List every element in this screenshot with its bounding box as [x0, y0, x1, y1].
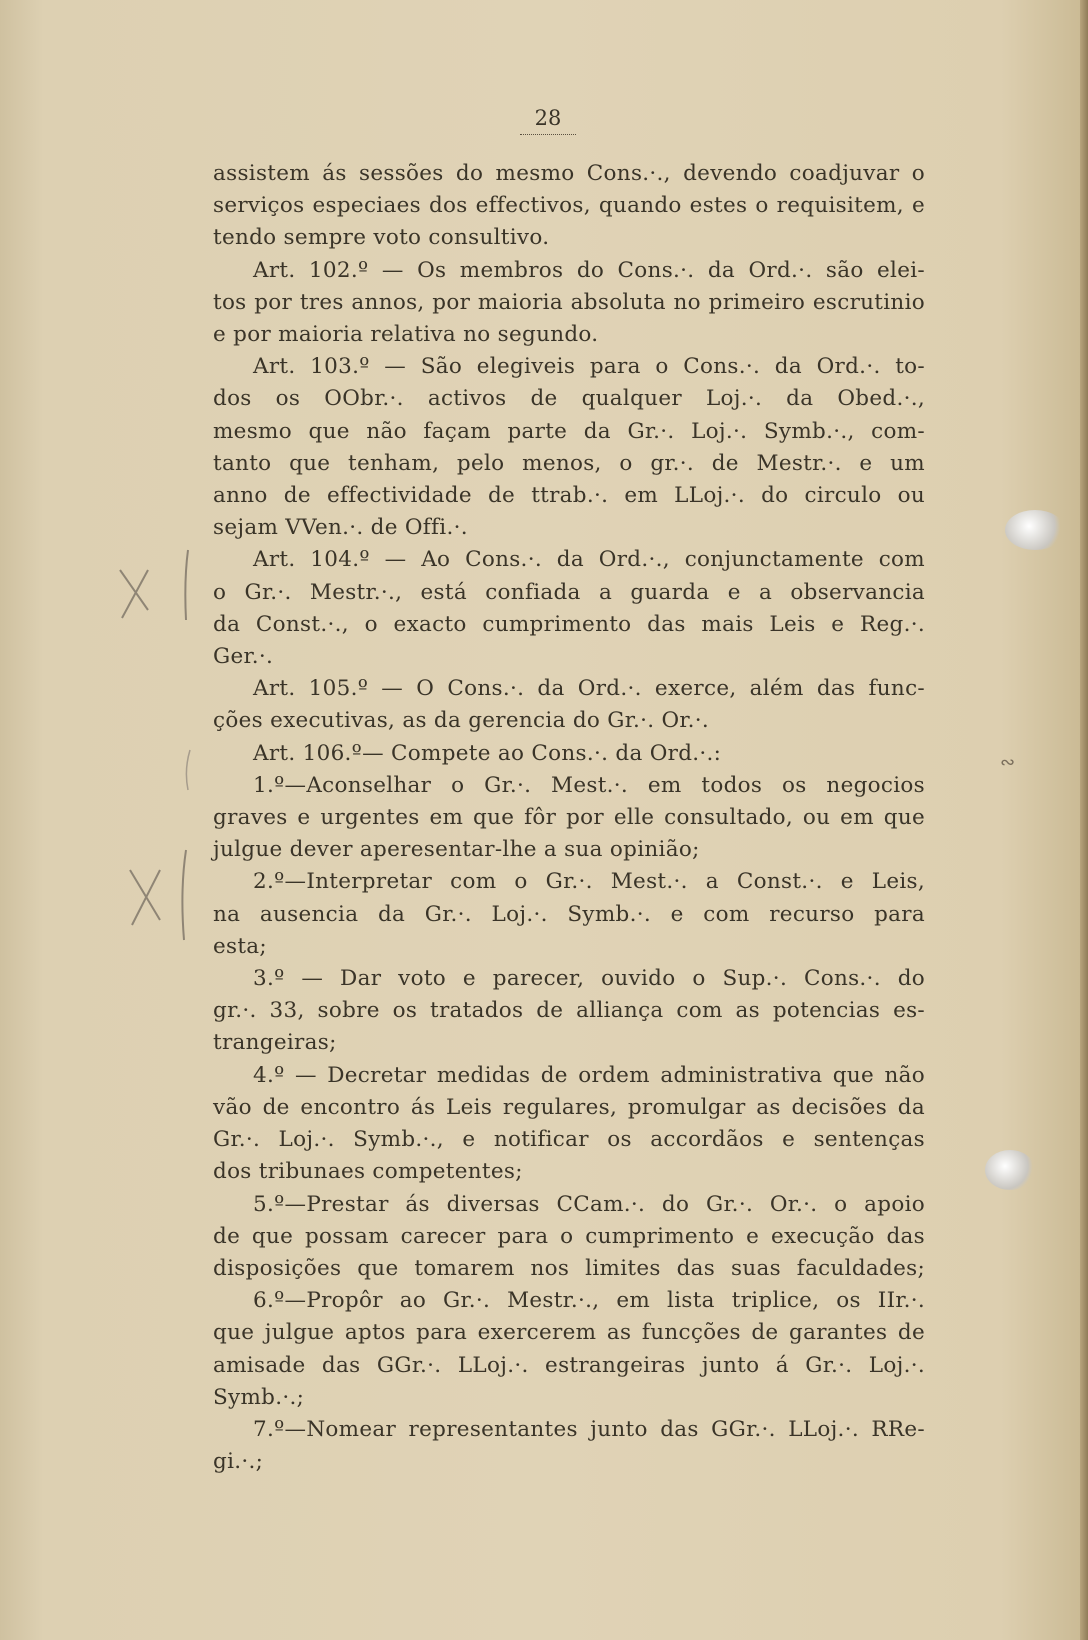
text-line: Art. 103.º — São elegiveis para o Cons.·. da Ord.·. to- [253, 354, 925, 380]
wax-spot-bottom [985, 1150, 1035, 1190]
text-line: o Gr.·. Mestr.·., está confiada a guarda e a observancia [213, 579, 925, 605]
text-line: trangeiras; [213, 1030, 337, 1056]
page-number: 28 [520, 106, 576, 135]
page-edge [1080, 0, 1088, 1640]
text-line: 3.º — Dar voto e parecer, ouvido o Sup.·. Cons.·. do [253, 966, 925, 992]
text-line: tanto que tenham, pelo menos, o gr.·. de Mestr.·. e um [213, 450, 925, 476]
body-text [213, 158, 925, 1478]
text-line: amisade das GGr.·. LLoj.·. estrangeiras junto á Gr.·. Loj.·. [213, 1352, 925, 1378]
text-line: graves e urgentes em que fôr por elle consultado, ou em que [213, 805, 925, 831]
text-line: 7.º—Nomear representantes junto das GGr.·. LLoj.·. RRe- [253, 1416, 925, 1442]
text-line: Symb.·.; [213, 1384, 305, 1410]
text-line: esta; [213, 933, 267, 959]
text-line: 5.º—Prestar ás diversas CCam.·. do Gr.·. Or.·. o apoio [253, 1191, 925, 1217]
text-line: Art. 106.º— Compete ao Cons.·. da Ord.·.: [253, 740, 722, 766]
text-line: tos por tres annos, por maioria absoluta no primeiro escrutinio [213, 289, 925, 315]
text-line: serviços especiaes dos effectivos, quando estes o requisitem, e [213, 193, 925, 219]
text-line: tendo sempre voto consultivo. [213, 225, 550, 251]
text-line: gr.·. 33, sobre os tratados de alliança com as potencias es- [213, 998, 925, 1024]
text-line: Art. 102.º — Os membros do Cons.·. da Ord.·. são elei- [253, 257, 925, 283]
text-line: e por maioria relativa no segundo. [213, 322, 599, 348]
text-line: assistem ás sessões do mesmo Cons.·., devendo coadjuvar o [213, 161, 925, 186]
text-line: ções executivas, as da gerencia do Gr.·. Or.·. [213, 708, 710, 734]
text-line: Art. 104.º — Ao Cons.·. da Ord.·., conjunctamente com [253, 547, 925, 573]
pencil-marginalia-mark [100, 540, 220, 1000]
text-line: anno de effectividade de ttrab.·. em LLoj.·. do circulo ou [213, 483, 925, 509]
text-line: sejam VVen.·. de Offi.·. [213, 515, 468, 541]
text-line: da Const.·., o exacto cumprimento das mais Leis e Reg.·. [213, 611, 925, 637]
text-line: 4.º — Decretar medidas de ordem administrativa que não [253, 1062, 925, 1088]
text-line: disposições que tomarem nos limites das suas faculdades; [213, 1255, 925, 1281]
text-line: vão de encontro ás Leis regulares, promulgar as decisões da [213, 1094, 925, 1120]
text-line: Art. 105.º — O Cons.·. da Ord.·. exerce, além das func- [253, 676, 925, 702]
text-line: mesmo que não façam parte da Gr.·. Loj.·. Symb.·., com- [213, 418, 925, 444]
text-line: Gr.·. Loj.·. Symb.·., e notificar os accordãos e sentenças [213, 1127, 925, 1153]
text-line: na ausencia da Gr.·. Loj.·. Symb.·. e com recurso para [213, 901, 925, 927]
wax-spot-top [1005, 510, 1065, 550]
text-line: gi.·.; [213, 1449, 264, 1475]
text-line: 1.º—Aconselhar o Gr.·. Mest.·. em todos os negocios [253, 772, 925, 798]
text-line: de que possam carecer para o cumprimento e execução das [213, 1223, 925, 1249]
text-line: dos os OObr.·. activos de qualquer Loj.·. da Obed.·., [213, 386, 925, 412]
text-line: Ger.·. [213, 644, 274, 670]
text-line: que julgue aptos para exercerem as funcções de garantes de [213, 1320, 925, 1346]
text-line: julgue dever aperesentar-lhe a sua opinião; [213, 837, 700, 863]
text-line: 2.º—Interpretar com o Gr.·. Mest.·. a Const.·. e Leis, [253, 869, 925, 895]
ink-flourish: ∾ [1000, 752, 1016, 773]
text-line: 6.º—Propôr ao Gr.·. Mestr.·., em lista triplice, os IIr.·. [253, 1288, 925, 1314]
text-line: dos tribunaes competentes; [213, 1159, 523, 1185]
